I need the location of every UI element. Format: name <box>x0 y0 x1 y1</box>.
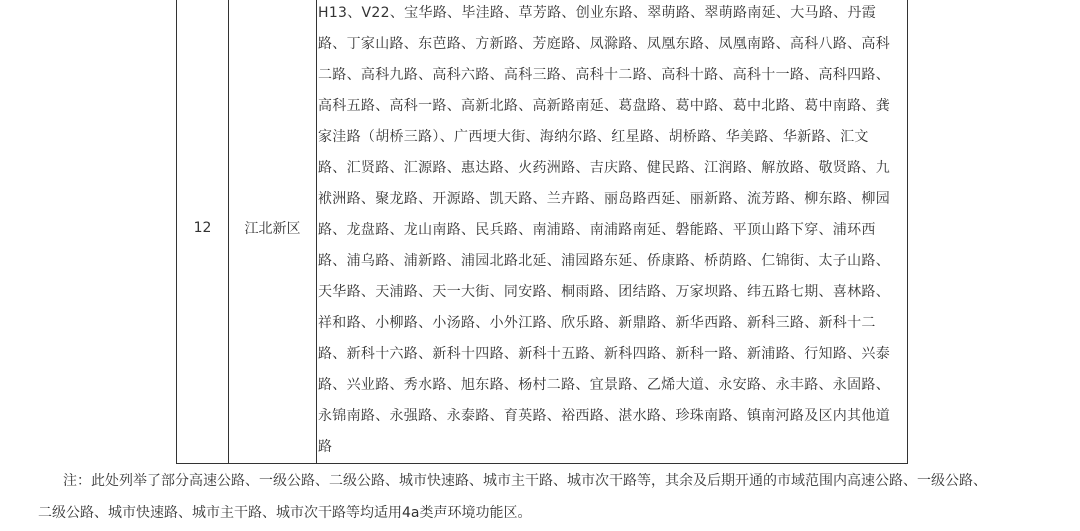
row-number: 12 <box>193 220 212 236</box>
road-list-line: 路、兴业路、秀水路、旭东路、杨村二路、宜景路、乙烯大道、永安路、永丰路、永固路、 <box>318 377 890 393</box>
road-list-line: 天华路、天浦路、天一大街、同安路、桐雨路、团结路、万家坝路、纬五路七期、喜林路、 <box>318 284 890 300</box>
road-list-line: H13、V22、宝华路、毕洼路、草芳路、创业东路、翠萌路、翠萌路南延、大马路、丹霞 <box>318 5 877 21</box>
road-list-line: 路、浦乌路、浦新路、浦园北路北延、浦园路东延、侨康路、桥荫路、仁锦街、太子山路、 <box>318 253 890 269</box>
road-list-line: 路、龙盘路、龙山南路、民兵路、南浦路、南浦路南延、磐能路、平顶山路下穿、浦环西 <box>318 222 876 238</box>
road-list-line: 永锦南路、永强路、永泰路、育英路、裕西路、湛水路、珍珠南路、镇南河路及区内其他道 <box>318 408 890 424</box>
district-name: 江北新区 <box>244 221 301 237</box>
roads-cell <box>317 0 907 463</box>
road-list-line: 路 <box>318 439 333 455</box>
note-line-2: 二级公路、城市快速路、城市主干路、城市次干路等均适用4a类声环境功能区。 <box>38 505 532 521</box>
road-list-line: 二路、高科九路、高科六路、高科三路、高科十二路、高科十路、高科十一路、高科四路、 <box>318 67 890 83</box>
note-line-1: 注：此处列举了部分高速公路、一级公路、二级公路、城市快速路、城市主干路、城市次干路等，其余及后期开通的市域范围内高速公路、一级公路、 <box>63 473 987 489</box>
road-list-line: 高科五路、高科一路、高新北路、高新路南延、葛盘路、葛中路、葛中北路、葛中南路、龚 <box>318 98 890 114</box>
roads-table <box>176 0 908 464</box>
road-list-line: 袱洲路、聚龙路、开源路、凯天路、兰卉路、丽岛路西延、丽新路、流芳路、柳东路、柳园 <box>318 191 890 207</box>
row-number-cell <box>177 0 229 463</box>
district-cell <box>229 0 317 463</box>
road-list-line: 路、丁家山路、东芭路、方新路、芳庭路、凤滁路、凤凰东路、凤凰南路、高科八路、高科 <box>318 36 890 52</box>
road-list-line: 家洼路（胡桥三路）、广西埂大街、海纳尔路、红星路、胡桥路、华美路、华新路、汇文 <box>318 129 869 145</box>
road-list-line: 路、汇贤路、汇源路、惠达路、火药洲路、吉庆路、健民路、江润路、解放路、敬贤路、九 <box>318 160 890 176</box>
road-list-line: 祥和路、小柳路、小汤路、小外江路、欣乐路、新鼎路、新华西路、新科三路、新科十二 <box>318 315 876 331</box>
road-list-line: 路、新科十六路、新科十四路、新科十五路、新科四路、新科一路、新浦路、行知路、兴泰 <box>318 346 890 362</box>
